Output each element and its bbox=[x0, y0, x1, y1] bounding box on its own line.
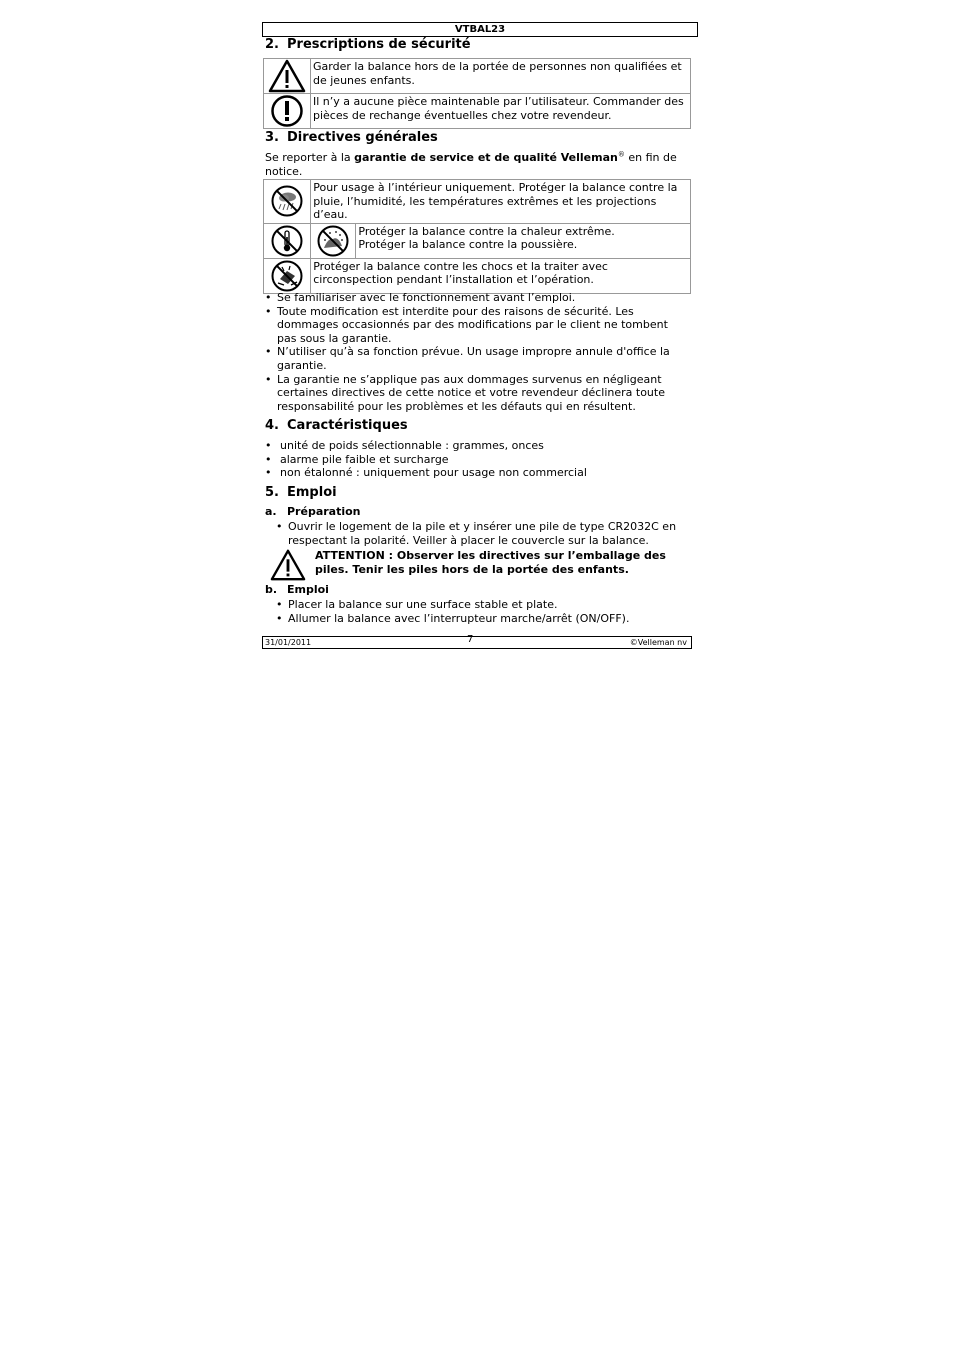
list-item: • Placer la balance sur une surface stable et plate. bbox=[276, 598, 690, 612]
list-item: • Se familiariser avec le fonctionnement avant l’emploi. bbox=[265, 291, 690, 305]
safety-text-2: Il n’y a aucune pièce maintenable par l’utilisateur. Commander des pièces de rechange éventuelles chez votre revendeur. bbox=[311, 94, 691, 129]
no-shock-icon bbox=[270, 259, 304, 293]
no-heat-thermometer-icon bbox=[270, 224, 304, 258]
subsection-b-heading: b. Emploi bbox=[265, 583, 329, 596]
heat-text: Protéger la balance contre la chaleur extrême. bbox=[358, 224, 615, 238]
page-footer bbox=[262, 636, 692, 649]
list-item: • unité de poids sélectionnable : grammes, onces bbox=[265, 439, 690, 453]
shock-text: Protéger la balance contre les chocs et la traiter avec circonspection pendant l’installation et l’opération. bbox=[311, 258, 691, 293]
section-4-heading: 4. Caractéristiques bbox=[265, 418, 408, 433]
list-item: • Ouvrir le logement de la pile et y insérer une pile de type CR2032C en respectant la polarité. Veiller à placer le couvercle sur la balance. bbox=[276, 520, 690, 547]
no-dust-icon bbox=[316, 224, 350, 258]
section-3-heading: 3. Directives générales bbox=[265, 130, 438, 145]
list-item: • non étalonné : uniquement pour usage non commercial bbox=[265, 466, 690, 480]
features-list bbox=[265, 439, 690, 480]
footer-copyright: ©Velleman nv bbox=[629, 638, 687, 647]
attention-icon-box bbox=[270, 548, 308, 584]
footer-date: 31/01/2011 bbox=[265, 638, 312, 647]
safety-text-1: Garder la balance hors de la portée de personnes non qualifiées et de jeunes enfants. bbox=[311, 59, 691, 94]
warning-triangle-icon bbox=[270, 548, 306, 582]
indoor-use-text: Pour usage à l’intérieur uniquement. Protéger la balance contre la pluie, l’humidité, les températures extrêmes et les projections d’eau. bbox=[311, 180, 691, 224]
warranty-intro: Se reporter à la garantie de service et de qualité Velleman® en fin de notice. bbox=[265, 150, 677, 178]
heat-dust-text bbox=[356, 223, 691, 258]
safety-icon-cell bbox=[264, 59, 311, 94]
no-rain-icon bbox=[270, 184, 304, 218]
exclamation-circle-icon bbox=[270, 94, 304, 128]
warning-triangle-icon bbox=[268, 59, 306, 93]
page-header-model: VTBAL23 bbox=[262, 22, 698, 37]
list-item: • alarme pile faible et surcharge bbox=[265, 453, 690, 467]
safety-table bbox=[263, 58, 691, 129]
directives-table bbox=[263, 179, 691, 294]
heat-icon-cell bbox=[264, 223, 311, 258]
preparation-list bbox=[276, 520, 690, 547]
shock-icon-cell bbox=[264, 258, 311, 293]
list-item: • Allumer la balance avec l’interrupteur marche/arrêt (ON/OFF). bbox=[276, 612, 690, 626]
usage-list bbox=[276, 598, 690, 625]
attention-text: ATTENTION : Observer les directives sur l’emballage des piles. Tenir les piles hors de la portée des enfants. bbox=[315, 549, 666, 576]
section-5-heading: 5. Emploi bbox=[265, 485, 337, 500]
safety-icon-cell bbox=[264, 94, 311, 129]
list-item: • N’utiliser qu’à sa fonction prévue. Un usage impropre annule d'office la garantie. bbox=[265, 345, 690, 372]
dust-icon-cell bbox=[311, 223, 356, 258]
dust-text: Protéger la balance contre la poussière. bbox=[358, 238, 578, 252]
section-2-heading: 2. Prescriptions de sécurité bbox=[265, 37, 471, 52]
footer-page-number: 7 bbox=[467, 634, 474, 645]
list-item: • Toute modification est interdite pour des raisons de sécurité. Les dommages occasionnés par des modifications par le client ne tombent pas sous la garantie. bbox=[265, 305, 690, 346]
list-item: • La garantie ne s’applique pas aux dommages survenus en négligeant certaines directives de cette notice et votre revendeur déclinera toute responsabilité pour les problèmes et les défauts qui en résultent. bbox=[265, 373, 690, 414]
general-directives-list bbox=[265, 291, 690, 413]
subsection-a-heading: a. Préparation bbox=[265, 505, 361, 518]
indoor-icon-cell bbox=[264, 180, 311, 224]
